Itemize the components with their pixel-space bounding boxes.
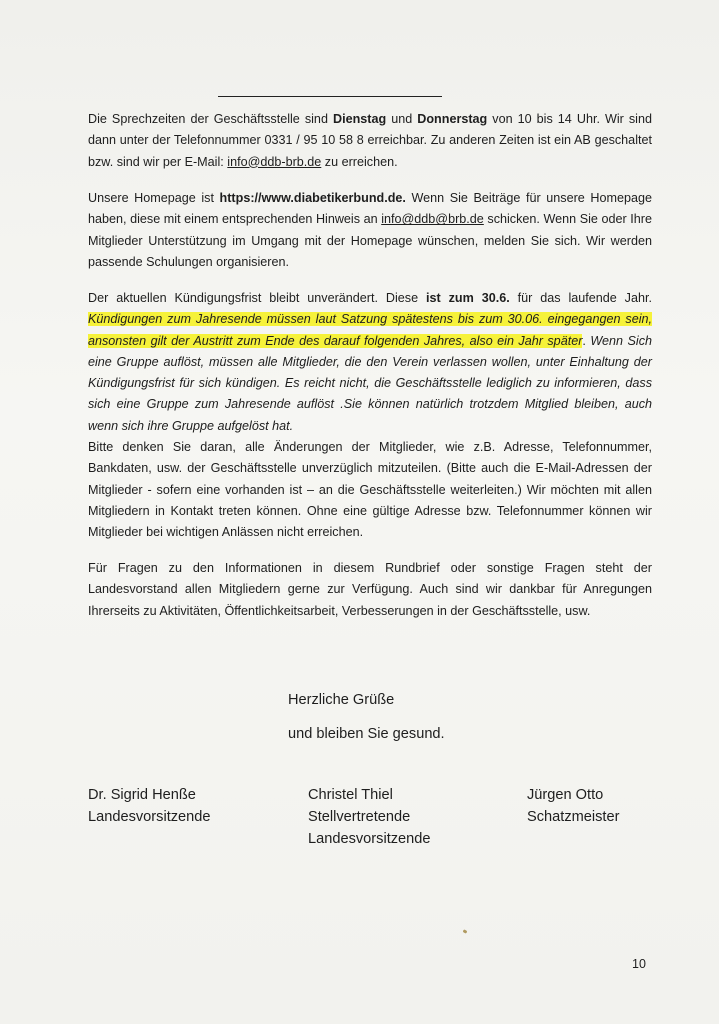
signature-block-1	[88, 784, 211, 828]
day-tuesday: Dienstag	[332, 112, 387, 126]
text: und	[386, 112, 418, 126]
text: für das laufende Jahr.	[509, 291, 652, 305]
office-hours-paragraph	[88, 109, 652, 173]
text: Unsere Homepage ist	[88, 191, 220, 205]
page-number: 10	[632, 957, 646, 971]
email-link[interactable]: info@ddb@brb.de	[381, 212, 484, 227]
text: Der aktuellen Kündigungsfrist bleibt unverändert. Diese	[88, 291, 426, 305]
signature-block-2	[308, 784, 431, 850]
text: zu erreichen.	[321, 154, 398, 169]
italic-text: Wenn Sich eine Gruppe auflöst, müssen alle Mitglieder, die den Verein verlassen wollen, unter Einhaltung der Kündigungsfrist für sich kündigen. Es reicht nicht, die Geschäftsstelle lediglich zu informieren, dass sich eine Gruppe zum Jahresende auflöst .Sie können natürlich trotzdem Mitglied bleiben, auch wenn sich ihre Gruppe aufgelöst hat.	[88, 333, 652, 433]
changes-paragraph: Bitte denken Sie daran, alle Änderungen der Mitglieder, wie z.B. Adresse, Telefonnummer, Bankdaten, usw. der Geschäftsstelle unverzüglich mitzuteilen. (Bitte auch die E-Mail-Adressen der Mitglieder - sofern eine vorhanden ist – an die Geschäftsstelle weiterleiten.) Wir möchten mit allen Mitgliedern in Kontakt treten können. Ohne eine gültige Adresse bzw. Telefonnummer können wir Mitglieder bei wichtigen Anlässen nicht erreichen.	[88, 440, 652, 540]
email-link[interactable]: info@ddb-brb.de	[227, 154, 322, 169]
highlighted-text: Kündigungen zum Jahresende müssen laut Satzung spätestens bis zum 30.06. eingegangen sein, ansonsten gilt der Austritt zum Ende des darauf folgenden Jahres, also ein Jahr später	[88, 312, 652, 348]
questions-paragraph: Für Fragen zu den Informationen in diesem Rundbrief oder sonstige Fragen steht der Landesvorstand allen Mitgliedern gerne zur Verfügung. Auch sind wir dankbar für Anregungen Ihrerseits zu Aktivitäten, Öffentlichkeitsarbeit, Verbesserungen in der Geschäftsstelle, usw.	[88, 561, 652, 618]
deadline-bold: ist zum 30.6.	[426, 291, 510, 305]
signatory-role: Stellvertretende	[308, 809, 411, 825]
signatory-role: Schatzmeister	[527, 809, 620, 825]
top-rule	[218, 96, 442, 97]
text: Wenn Sie Beiträge für unsere Homepage haben, diese mit einem entsprechenden Hinweis an	[88, 191, 652, 227]
closing-wish: und bleiben Sie gesund.	[288, 726, 445, 742]
homepage-paragraph	[88, 188, 652, 273]
signatory-role: Landesvorsitzende	[88, 809, 211, 825]
day-thursday: Donnerstag	[417, 112, 488, 126]
closing-greeting: Herzliche Grüße	[288, 692, 395, 708]
cancellation-paragraph	[88, 288, 652, 437]
signature-block-3	[527, 784, 619, 828]
homepage-url[interactable]: https://www.diabetikerbund.de.	[219, 191, 406, 205]
text: von 10 bis 14 Uhr. Wir sind dann unter der Telefonnummer 0331 / 95 10 58 8 erreichbar. Zu anderen Zeiten ist ein AB geschaltet bzw. sind wir per E-Mail:	[88, 112, 652, 169]
text: .	[582, 333, 586, 348]
ink-speck	[463, 929, 468, 934]
signatory-name: Jürgen Otto	[527, 787, 604, 803]
signatory-name: Christel Thiel	[308, 787, 393, 803]
signatory-role: Landesvorsitzende	[308, 831, 431, 847]
text: Die Sprechzeiten der Geschäftsstelle sind	[88, 112, 333, 126]
signatory-name: Dr. Sigrid Henße	[88, 787, 196, 803]
text: schicken. Wenn Sie oder Ihre Mitglieder Unterstützung im Umgang mit der Homepage wünschen, melden Sie sich. Wir werden passende Schulungen organisieren.	[88, 212, 652, 269]
